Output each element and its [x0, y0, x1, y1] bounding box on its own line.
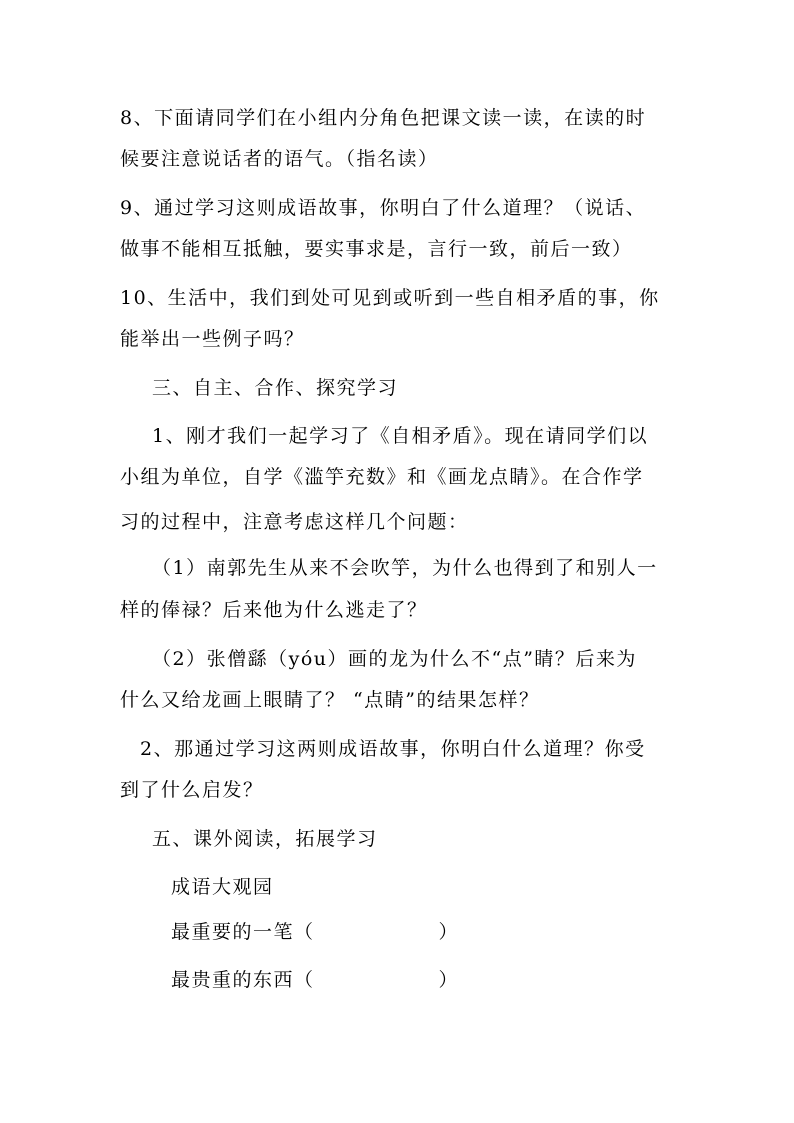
text-line: 样的俸禄？后来他为什么逃走了？: [120, 599, 428, 621]
text-line: 什么又给龙画上眼睛了？ “点睛”的结果怎样？: [120, 689, 540, 711]
fill-in-close: ）: [438, 921, 460, 943]
section-heading: 三、自主、合作、探究学习: [152, 377, 399, 399]
text-line: 8、下面请同学们在小组内分角色把课文读一读，在读的时: [120, 107, 647, 129]
text-line: 候要注意说话者的语气。（指名读）: [120, 148, 439, 170]
text-line: 能举出一些例子吗？: [120, 328, 305, 350]
text-line: 9、通过学习这则成语故事，你明白了什么道理？（说话、: [120, 197, 647, 219]
fill-in-item: [171, 920, 459, 944]
text-line: 到了什么启发？: [120, 779, 264, 801]
text-line: 10、生活中，我们到处可见到或听到一些自相矛盾的事，你: [120, 287, 660, 309]
section-heading: 五、课外阅读，拓展学习: [152, 828, 378, 850]
subheading: 成语大观园: [171, 876, 274, 898]
fill-in-label: 最重要的一笔（: [171, 921, 315, 943]
text-line: 2、那通过学习这两则成语故事，你明白什么道理？你受: [140, 738, 646, 760]
text-line: 习的过程中，注意考虑这样几个问题：: [120, 511, 469, 533]
text-line: 小组为单位，自学《滥竽充数》和《画龙点睛》。在合作学: [120, 466, 644, 488]
fill-in-label: 最贵重的东西（: [171, 969, 315, 991]
text-line: （2）张僧繇（yóu）画的龙为什么不“点”睛？后来为: [152, 648, 637, 670]
text-line: 1、刚才我们一起学习了《自相矛盾》。现在请同学们以: [152, 425, 649, 447]
fill-in-close: ）: [438, 969, 460, 991]
text-line: （1）南郭先生从来不会吹竽，为什么也得到了和别人一: [152, 557, 658, 579]
fill-in-item: [171, 968, 459, 992]
text-line: 做事不能相互抵触，要实事求是，言行一致，前后一致）: [120, 238, 633, 260]
